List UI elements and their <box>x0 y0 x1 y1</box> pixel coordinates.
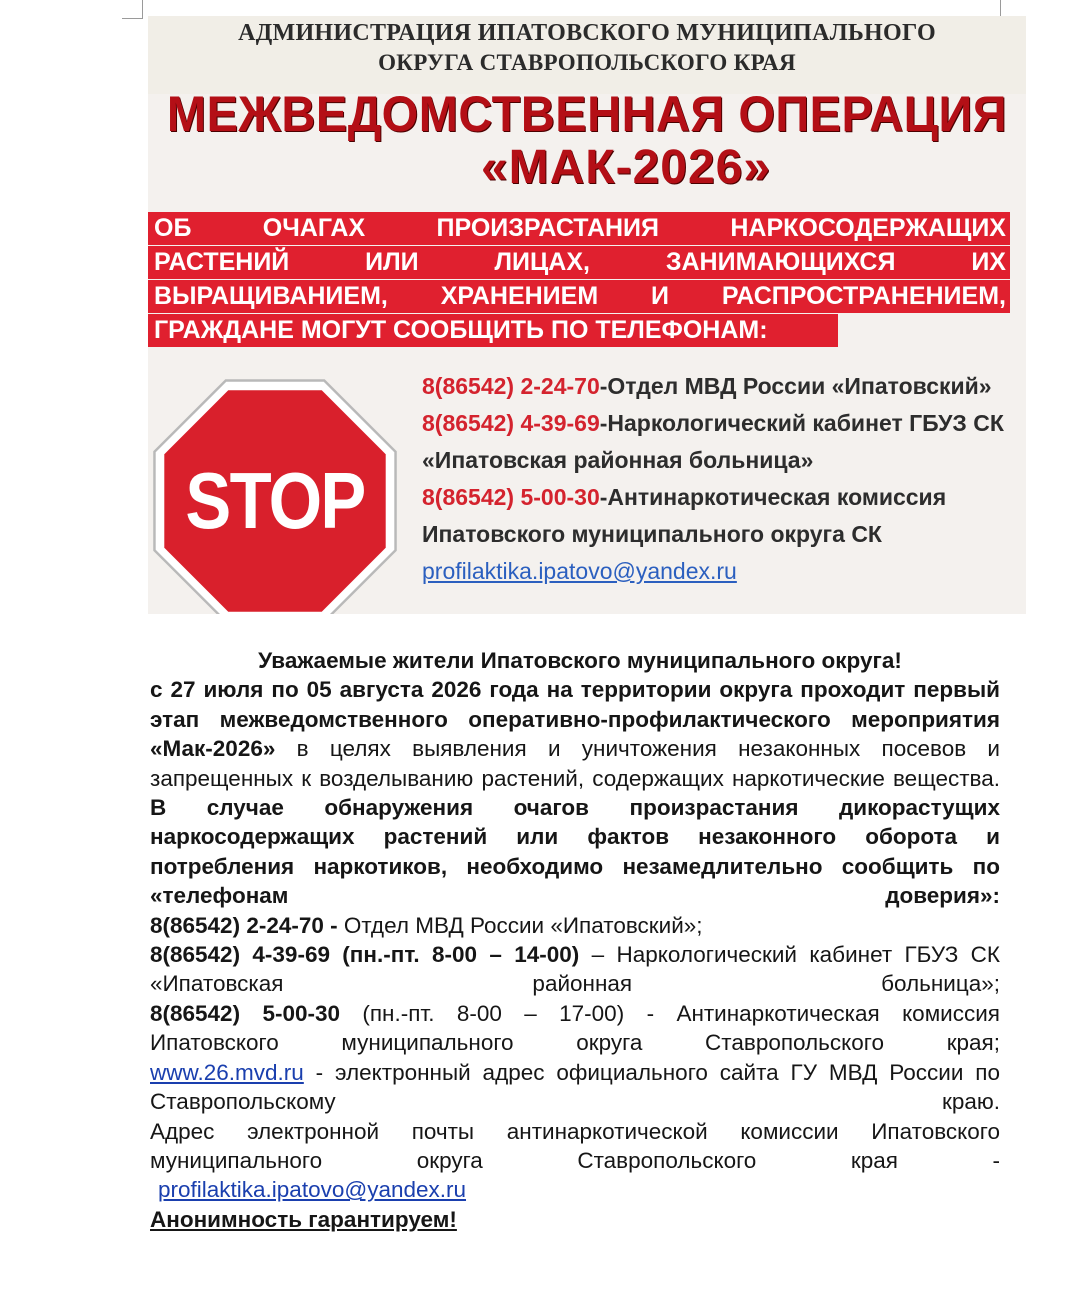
contact-line <box>150 911 1000 940</box>
contact-org: – Наркологический кабинет ГБУЗ СК «Ипатовская районная больница»; <box>150 942 1001 997</box>
anonymity-line <box>150 1205 1000 1234</box>
contact-line <box>150 940 1000 999</box>
website-line <box>150 1058 1000 1117</box>
website-description: - электронный адрес официального сайта ГУ МВД России по Ставропольскому краю. <box>150 1059 1000 1115</box>
poster-subtitle: «МАК-2026» <box>480 141 772 194</box>
poster-admin-line-2: ОКРУГА СТАВРОПОЛЬСКОГО КРАЯ <box>378 50 796 75</box>
poster-phone-number: 8(86542) 4-39-69 <box>422 410 600 436</box>
email-line: Адрес электронной почты антинаркотической комиссии Ипатовского муниципального округа Ставропольского края - <box>150 1118 1000 1173</box>
poster-phone-label: -Отдел МВД России «Ипатовский» <box>599 373 992 399</box>
contact-phone: 8(86542) 2-24-70 - <box>150 912 338 938</box>
anonymity-note: Анонимность гарантируем! <box>150 1206 457 1232</box>
announcement-text <box>150 646 1000 1234</box>
contact-line <box>150 999 1000 1058</box>
page-corner-mark-left <box>122 0 143 19</box>
poster-phone-label: -Антинаркотическая комиссия Ипатовского муниципального округа СК <box>422 484 947 547</box>
contact-phone: 8(86542) 4-39-69 (пн.-пт. 8-00 – 14-00) <box>150 942 580 968</box>
warning-line: РАСТЕНИЙ ИЛИ ЛИЦАХ, ЗАНИМАЮЩИХСЯ ИХ <box>148 246 1010 279</box>
contact-org: Отдел МВД России «Ипатовский»; <box>337 912 703 938</box>
poster-warning-box <box>148 212 1010 346</box>
greeting: Уважаемые жители Ипатовского муниципального округа! <box>258 648 902 673</box>
paragraph-operation <box>150 675 1000 793</box>
operation-poster <box>148 16 1026 614</box>
poster-phone-number: 8(86542) 5-00-30 <box>422 484 600 510</box>
poster-phone-number: 8(86542) 2-24-70 <box>422 373 600 399</box>
contact-phone: 8(86542) 5-00-30 <box>150 1000 340 1026</box>
poster-phone-label: -Наркологический кабинет ГБУЗ СК «Ипатовская районная больница» <box>422 410 1004 473</box>
email-link[interactable]: profilaktika.ipatovo@yandex.ru <box>158 1177 467 1203</box>
website-link[interactable]: www.26.mvd.ru <box>150 1059 304 1085</box>
email-link-line <box>150 1175 1000 1204</box>
poster-title: МЕЖВЕДОМСТВЕННАЯ ОПЕРАЦИЯ <box>166 85 1008 142</box>
poster-email: profilaktika.ipatovo@yandex.ru <box>422 558 737 584</box>
operation-purpose: в целях выявления и уничтожения незаконных посевов и запрещенных к возделыванию растений, содержащих наркотические вещества. <box>150 736 1000 791</box>
paragraph-report: В случае обнаружения очагов произрастания дикорастущих наркосодержащих растений или фактов незаконного оборота и потребления наркотиков, необходимо незамедлительно сообщить по «телефонам доверия»: <box>150 795 1000 909</box>
poster-phone-list <box>422 368 1022 590</box>
contact-org: (пн.-пт. 8-00 – 17-00) - Антинаркотическая комиссия Ипатовского муниципального округа Ставропольского края; <box>150 1000 1000 1056</box>
stop-sign-text: STOP <box>185 456 365 545</box>
warning-line: ГРАЖДАНЕ МОГУТ СООБЩИТЬ ПО ТЕЛЕФОНАМ: <box>148 314 838 347</box>
warning-line: ОБ ОЧАГАХ ПРОИЗРАСТАНИЯ НАРКОСОДЕРЖАЩИХ <box>148 212 1010 245</box>
warning-line: ВЫРАЩИВАНИЕМ, ХРАНЕНИЕМ И РАСПРОСТРАНЕНИЕМ, <box>148 280 1010 313</box>
poster-admin-line-1: АДМИНИСТРАЦИЯ ИПАТОВСКОГО МУНИЦИПАЛЬНОГО <box>238 20 936 46</box>
operation-dates: с 27 июля по 05 августа 2026 года на территории округа проходит первый этап межведомственного оперативно-профилактического мероприятия «Мак-2026» <box>150 677 1000 762</box>
